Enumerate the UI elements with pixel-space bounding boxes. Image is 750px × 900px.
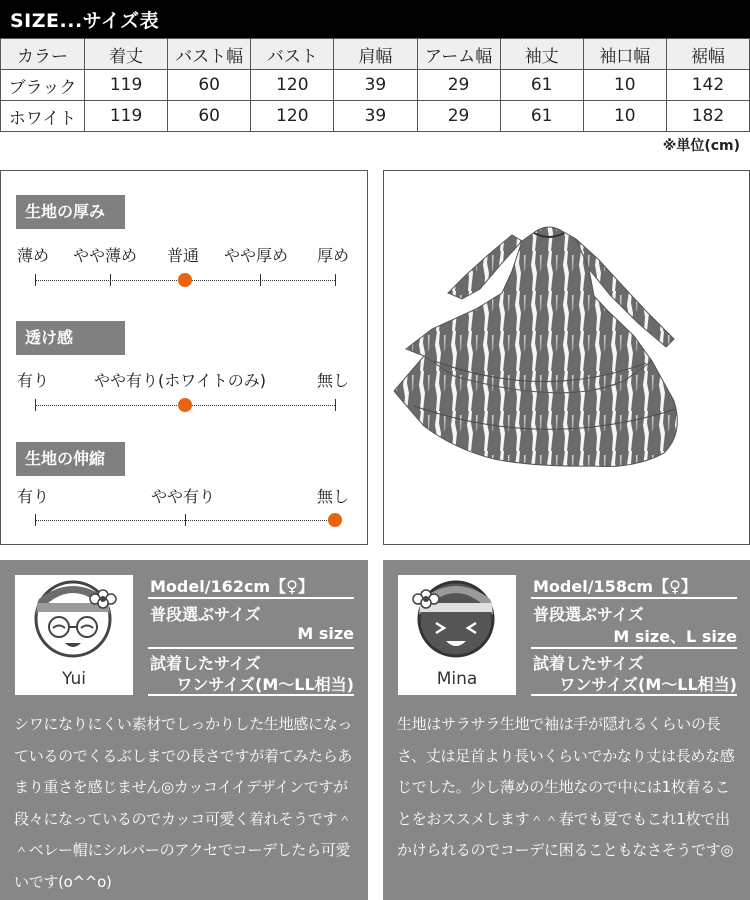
model-comment: シワになりにくい素材でしっかりした生地感になっているのでくるぶしまでの長さですが着てみたらあまり重さを感じません◎カッコイイデザインですが段々になっているのでカッコ可愛く着れそうです＾＾ベレー帽にシルバーのアクセでコーデしたら可愛いです(o^^o) [14,715,353,891]
table-cell: 119 [85,101,168,132]
size-table [0,38,750,132]
scale-tick [335,399,336,411]
table-cell: 10 [583,70,666,101]
usual-size-value: M size [297,624,354,643]
scale-tick [35,399,36,411]
fabric-panel [0,170,368,545]
table-row [1,70,750,101]
sheerness-label: 透け感 [16,321,125,355]
divider [531,694,737,696]
model-comment: 生地はサラサラ生地で袖は手が隠れるくらいの長さ、丈は足首より長いくらいでかなり丈は長めな感じでした。少し薄めの生地なので中には1枚着ることをおススメします＾＾春でも夏でもこれ1枚で出かけられるのでコーデに困ることもなさそうです◎ [397,715,735,859]
page-title: SIZE...サイズ表 [10,10,160,32]
model-name: Mina [436,669,478,689]
yui-face-icon [15,575,133,667]
divider [148,647,354,649]
table-header-row [1,39,750,70]
stretch-option: 無し [317,487,350,506]
sheerness-option: 無し [317,371,350,390]
thickness-label: 生地の厚み [16,195,125,229]
col-header: カラー [1,39,85,70]
divider [148,597,354,599]
product-image-panel [383,170,750,545]
col-header: バスト幅 [168,39,251,70]
sheerness-option: やや有り(ホワイトのみ) [94,371,267,390]
thickness-option: 厚め [317,246,350,265]
scale-tick [260,274,261,286]
table-cell: 61 [500,70,583,101]
model-card-yui [0,560,368,900]
table-cell: 119 [85,70,168,101]
size-chart-header [0,0,750,38]
mina-face-icon [398,575,516,667]
sheerness-option: 有り [17,371,50,390]
tried-size-label: 試着したサイズ [533,654,644,673]
table-cell: 10 [583,101,666,132]
scale-tick [185,514,186,526]
table-row [1,101,750,132]
thickness-option: やや薄め [73,246,138,265]
col-header: 裾幅 [666,39,749,70]
scale-tick [110,274,111,286]
model-card-mina [383,560,750,900]
scale-tick [35,514,36,526]
col-header: バスト [251,39,334,70]
sheerness-marker [178,398,192,412]
thickness-marker [178,273,192,287]
stretch-marker [328,513,342,527]
divider [531,647,737,649]
col-header: 肩幅 [334,39,417,70]
thickness-option: やや厚め [224,246,289,265]
table-cell: 60 [168,70,251,101]
scale-tick [35,274,36,286]
thickness-option: 普通 [167,246,200,265]
table-cell: 39 [334,70,417,101]
tried-size-label: 試着したサイズ [150,654,261,673]
table-cell: 61 [500,101,583,132]
table-cell: ブラック [1,70,85,101]
stretch-label: 生地の伸縮 [16,442,125,476]
table-cell: 120 [251,70,334,101]
col-header: 着丈 [85,39,168,70]
table-cell: 29 [417,70,500,101]
table-cell: 120 [251,101,334,132]
stretch-option: 有り [17,487,50,506]
tried-size-value: ワンサイズ(M〜LL相当) [559,675,737,694]
stretch-option: やや有り [151,487,216,506]
table-cell: 29 [417,101,500,132]
avatar [398,575,516,695]
usual-size-label: 普段選ぶサイズ [150,605,261,624]
unit-note: ※単位(cm) [662,138,740,154]
table-cell: 142 [666,70,749,101]
model-name: Yui [62,669,86,689]
col-header: 袖口幅 [583,39,666,70]
divider [531,597,737,599]
model-heading: Model/158cm【♀】 [533,577,697,596]
table-cell: 60 [168,101,251,132]
avatar [15,575,133,695]
scale-tick [335,274,336,286]
divider [148,694,354,696]
usual-size-value: M size、L size [613,627,737,646]
col-header: 袖丈 [500,39,583,70]
tried-size-value: ワンサイズ(M〜LL相当) [176,675,354,694]
table-cell: ホワイト [1,101,85,132]
table-cell: 182 [666,101,749,132]
table-cell: 39 [334,101,417,132]
col-header: アーム幅 [417,39,500,70]
model-heading: Model/162cm【♀】 [150,577,314,596]
thickness-option: 薄め [17,246,50,265]
usual-size-label: 普段選ぶサイズ [533,605,644,624]
dress-illustration [384,171,749,544]
